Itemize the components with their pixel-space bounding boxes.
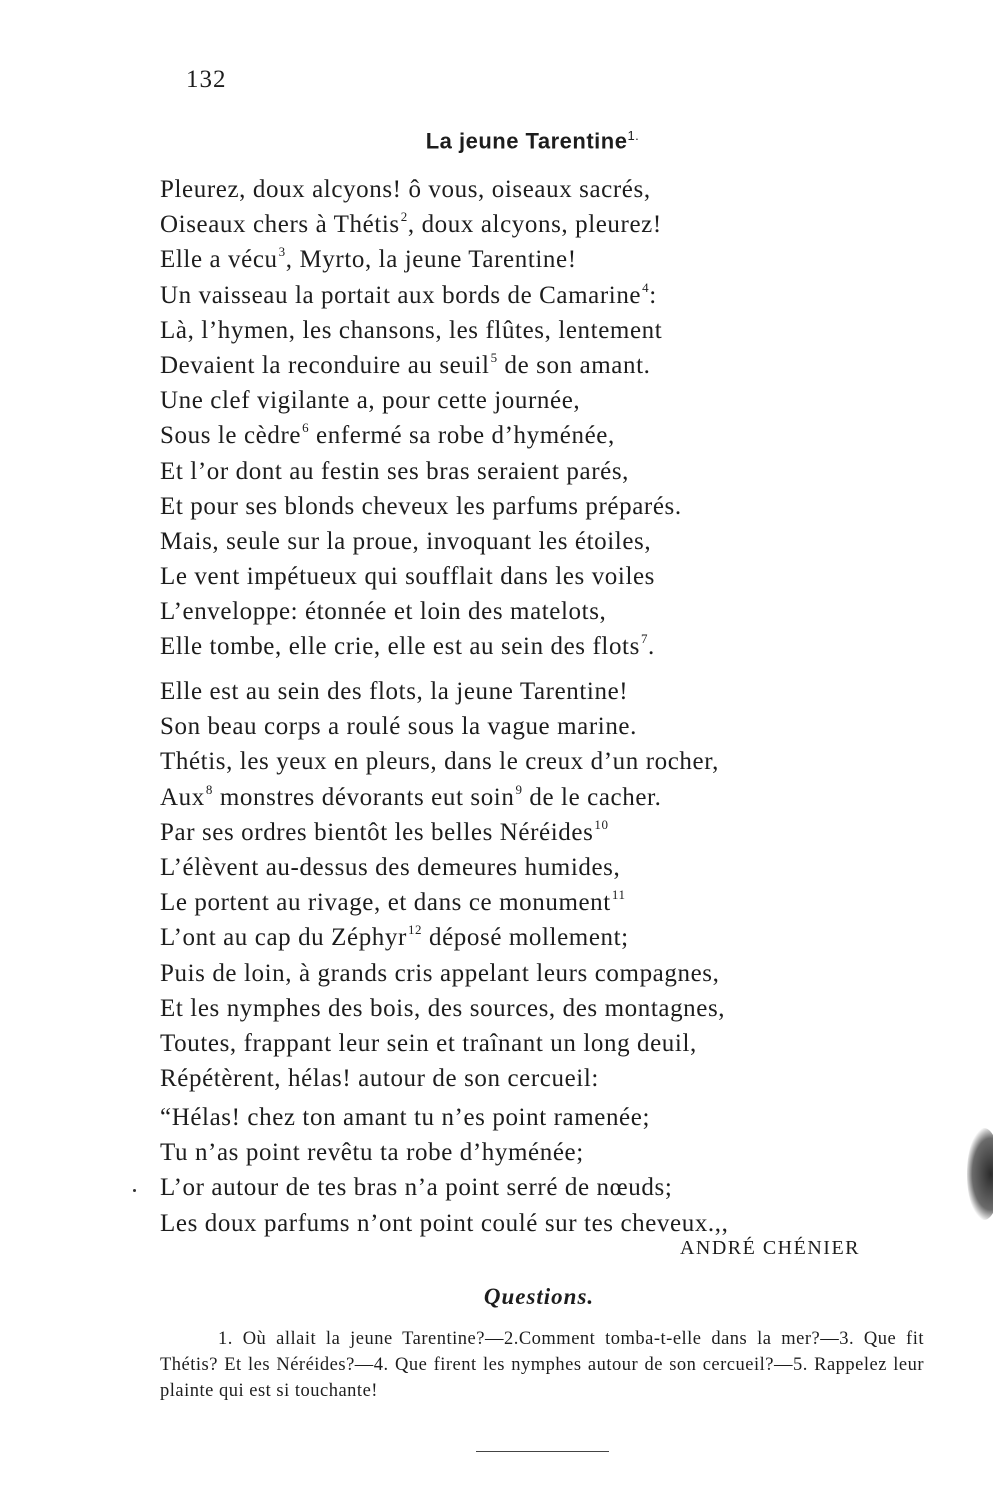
poem-line [160, 780, 880, 815]
line-text: de son amant. [497, 351, 651, 379]
line-text: Un vaisseau la portait aux bords de Camarine [160, 281, 642, 309]
line-text: Répétèrent, hélas! autour de son cercueil: [160, 1065, 599, 1093]
stanza-1 [160, 172, 880, 665]
poem-line [160, 1026, 880, 1061]
line-text: Les doux parfums n’ont point coulé sur tes cheveux.,, [160, 1209, 729, 1237]
footnote-marker: 1. [627, 128, 640, 143]
poem-line [160, 524, 880, 559]
line-text: Et pour ses blonds cheveux les parfums préparés. [160, 492, 682, 520]
poem-line [160, 383, 880, 418]
line-text: . [648, 633, 655, 661]
margin-mark [133, 1189, 136, 1192]
page-edge-shadow [967, 1128, 993, 1220]
line-text: Thétis, les yeux en pleurs, dans le creux d’un rocher, [160, 748, 719, 776]
footnote-marker: 5 [490, 349, 498, 365]
poem-title-text: La jeune Tarentine [425, 128, 628, 154]
footnote-marker: 10 [594, 816, 609, 832]
page-number: 132 [186, 66, 227, 93]
poem-line [160, 956, 880, 991]
line-text: Et l’or dont au festin ses bras seraient parés, [160, 457, 630, 485]
line-text: enfermé sa robe d’hyménée, [309, 422, 615, 450]
footnote-marker: 2 [400, 209, 408, 225]
line-text: L’ont au cap du Zéphyr [160, 924, 407, 952]
stanza-2 [160, 674, 880, 1096]
line-text: Tu n’as point revêtu ta robe d’hyménée; [160, 1139, 584, 1167]
poem-line [160, 1061, 880, 1096]
line-text: Oiseaux chers à Thétis [160, 211, 400, 239]
poem-line [160, 418, 880, 453]
poem-line [160, 559, 880, 594]
line-text: Elle est au sein des flots, la jeune Tarentine! [160, 678, 629, 705]
footnote-marker: 4 [642, 279, 650, 295]
line-text: Mais, seule sur la proue, invoquant les étoiles, [160, 527, 652, 555]
poem-line [160, 594, 880, 629]
poem-line [160, 1100, 880, 1135]
line-text: , doux alcyons, pleurez! [407, 211, 662, 239]
stanza-3 [160, 1100, 880, 1241]
line-text: Une clef vigilante a, pour cette journée, [160, 387, 581, 415]
poem-line [160, 1170, 880, 1205]
poem-line [160, 815, 880, 850]
line-text: Le portent au rivage, et dans ce monument [160, 889, 611, 917]
footnote-marker: 3 [278, 244, 286, 260]
poem-line [160, 991, 880, 1026]
line-text: Toutes, frappant leur sein et traînant un long deuil, [160, 1029, 697, 1057]
poem-line [160, 242, 880, 277]
line-text: Par ses ordres bientôt les belles Néréides [160, 818, 594, 846]
poem-line [160, 920, 880, 955]
poem-line [160, 278, 880, 313]
line-text: Elle a vécu [160, 246, 278, 274]
author-name: ANDRÉ CHÉNIER [679, 1237, 860, 1259]
poem-line [160, 454, 880, 489]
line-text: L’or autour de tes bras n’a point serré de nœuds; [160, 1174, 673, 1202]
poem-line [160, 489, 880, 524]
poem-line [160, 629, 880, 664]
line-text: L’enveloppe: étonnée et loin des matelots, [160, 598, 607, 626]
footnote-marker: 7 [640, 631, 649, 647]
poem-line [160, 1206, 880, 1241]
line-text: Pleurez, doux alcyons! ô vous, oiseaux sacrés, [160, 176, 651, 203]
poem-line [160, 348, 880, 383]
poem-title [0, 128, 993, 154]
footnote-marker: 9 [515, 781, 523, 797]
poem-line [160, 172, 880, 207]
line-text: Puis de loin, à grands cris appelant leurs compagnes, [160, 959, 720, 987]
poem-line [160, 744, 880, 779]
line-text: Devaient la reconduire au seuil [160, 351, 490, 379]
poem-line [160, 885, 880, 920]
questions-text: 1. Où allait la jeune Tarentine?—2.Comment tomba-t-elle dans la mer?—3. Que fit Thétis? Et les Néréides?—4. Que firent les nymphes autour de son cercueil?—5. Rappelez leur plainte qui est si touchante! [160, 1329, 924, 1401]
line-text: , Myrto, la jeune Tarentine! [285, 246, 577, 274]
footnote-marker: 11 [611, 887, 626, 903]
poem-line [160, 1135, 880, 1170]
line-text: : [649, 281, 657, 309]
line-text: déposé mollement; [422, 924, 629, 952]
line-text: “Hélas! chez ton amant tu n’es point ramenée; [160, 1104, 651, 1131]
questions-heading: Questions. [483, 1284, 595, 1309]
poem-line [160, 207, 880, 242]
footnote-marker: 8 [205, 781, 213, 797]
line-text: Et les nymphes des bois, des sources, des montagnes, [160, 994, 726, 1022]
closing-rule [476, 1451, 609, 1452]
footnote-marker: 12 [407, 922, 423, 938]
footnote-marker: 6 [302, 420, 310, 436]
line-text: Le vent impétueux qui soufflait dans les voiles [160, 563, 656, 591]
line-text: de le cacher. [522, 783, 662, 811]
line-text: Elle tombe, elle crie, elle est au sein des flots [160, 633, 640, 661]
line-text: Sous le cèdre [160, 422, 302, 450]
poem-line [160, 313, 880, 348]
line-text: monstres dévorants eut soin [212, 783, 515, 811]
poem-line [160, 674, 880, 709]
line-text: Son beau corps a roulé sous la vague marine. [160, 713, 637, 741]
line-text: Aux [160, 783, 205, 811]
poem-line [160, 709, 880, 744]
line-text: Là, l’hymen, les chansons, les flûtes, lentement [160, 316, 663, 344]
poem-line [160, 850, 880, 885]
line-text: L’élèvent au-dessus des demeures humides, [160, 853, 621, 881]
